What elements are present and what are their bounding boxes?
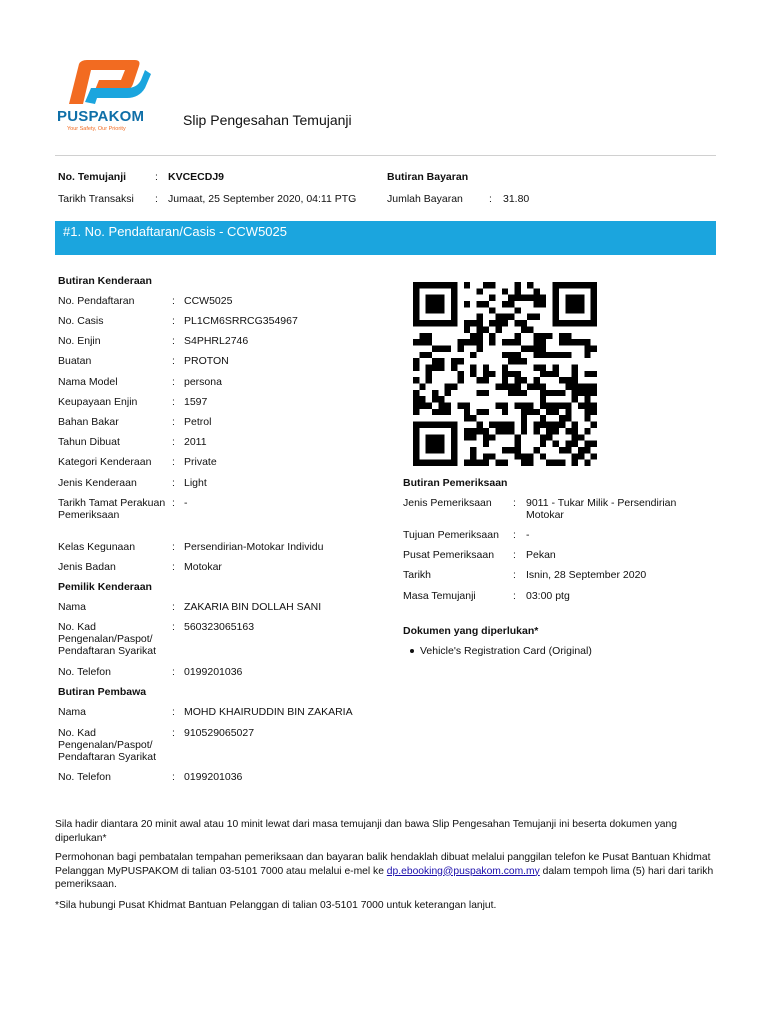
note-cancellation [55,851,715,892]
inspection-field-value: - [526,529,530,541]
qr-code-icon [408,282,602,466]
inspection-field-label: Tujuan Pemeriksaan [403,529,499,541]
inspection-field-value: Pekan [526,549,556,561]
vehicle-field-value: Persendirian-Motokar Individu [184,541,324,553]
vehicle-field-label: Buatan [58,355,92,367]
vehicle-field-value: Private [184,456,217,468]
vehicle-field-value: Petrol [184,416,212,428]
bearer-field-colon: : [172,706,175,718]
vehicle-field-label: Keupayaan Enjin [58,396,138,408]
transaction-value: Jumaat, 25 September 2020, 04:11 PTG [168,193,357,205]
vehicle-field-label: Kategori Kenderaan [58,456,152,468]
appointment-label: No. Temujanji [58,171,127,183]
owner-field-colon: : [172,621,175,633]
vehicle-banner-text: #1. No. Pendaftaran/Casis - CCW5025 [63,224,287,239]
header-divider [55,155,716,156]
vehicle-field-label: Bahan Bakar [58,416,119,428]
documents-heading: Dokumen yang diperlukan* [403,625,539,637]
owner-field-label: No. Telefon [58,666,111,678]
inspection-field-colon: : [513,529,516,541]
vehicle-field-label: Kelas Kegunaan [58,541,136,553]
vehicle-field-colon: : [172,376,175,388]
vehicle-field-label: No. Enjin [58,335,101,347]
inspection-field-label: Tarikh [403,569,432,581]
owner-field-value: 560323065163 [184,621,255,633]
transaction-colon: : [155,193,158,205]
vehicle-field-colon: : [172,355,175,367]
note-contact: *Sila hubungi Pusat Khidmat Bantuan Pelanggan di talian 03-5101 7000 untuk keterangan lanjut. [55,900,497,911]
vehicle-field-label: No. Casis [58,315,104,327]
note-cancellation-text: Permohonan bagi pembatalan tempahan pemeriksaan dan bayaran balik hendaklah dibuat melalui panggilan telefon ke Pusat Bantuan Khidmat Pelanggan MyPUSPAKOM di talian 03-5101 7000 atau melalui e-mel ke [55,852,711,877]
document-item-text: Vehicle's Registration Card (Original) [420,645,592,657]
owner-field-label: Nama [58,601,87,613]
document-item [410,645,592,657]
vehicle-field-value: 2011 [184,436,207,448]
vehicle-field-colon: : [172,541,175,553]
bearer-field-label: No. Telefon [58,771,111,783]
vehicle-field-colon: : [172,497,175,509]
inspection-field-label: Pusat Pemeriksaan [403,549,495,561]
brand-name: PUSPAKOM [57,108,145,125]
vehicle-field-colon: : [172,315,175,327]
vehicle-field-colon: : [172,396,175,408]
bullet-icon [410,649,414,653]
vehicle-banner [55,221,716,255]
owner-field-colon: : [172,601,175,613]
appointment-colon: : [155,171,158,183]
vehicle-field-colon: : [172,295,175,307]
vehicle-field-value: CCW5025 [184,295,233,307]
vehicle-field-colon: : [172,436,175,448]
vehicle-field-label: Tarikh Tamat Perakuan Pemeriksaan [58,497,166,521]
vehicle-field-label: Jenis Kenderaan [58,477,137,489]
inspection-field-colon: : [513,497,516,509]
vehicle-field-value: - [184,497,188,509]
bearer-field-colon: : [172,727,175,739]
vehicle-field-value: Light [184,477,207,489]
owner-field-value: ZAKARIA BIN DOLLAH SANI [184,601,322,613]
note-attendance: Sila hadir diantara 20 minit awal atau 10 minit lewat dari masa temujanji dan bawa Slip Pengesahan Temujanji ini beserta dokumen yang diperlukan* [55,819,677,844]
owner-field-colon: : [172,666,175,678]
owner-field-value: 0199201036 [184,666,243,678]
inspection-field-value: 03:00 ptg [526,590,570,602]
payment-colon: : [489,193,492,205]
payment-label: Jumlah Bayaran [387,193,463,205]
brand-tagline: Your Safety, Our Priority [67,126,126,132]
vehicle-field-label: No. Pendaftaran [58,295,135,307]
owner-field-label: No. Kad Pengenalan/Paspot/ Pendaftaran Syarikat [58,621,157,657]
qr-modules [413,282,597,466]
puspakom-logo [55,58,155,138]
inspection-field-label: Jenis Pemeriksaan [403,497,492,509]
inspection-field-label: Masa Temujanji [403,590,476,602]
bearer-field-label: Nama [58,706,87,718]
bearer-field-value: 0199201036 [184,771,243,783]
vehicle-field-value: persona [184,376,222,388]
vehicle-field-colon: : [172,456,175,468]
puspakom-logo-icon [55,58,155,106]
inspection-field-value: Isnin, 28 September 2020 [526,569,647,581]
appointment-value: KVCECDJ9 [168,171,225,183]
vehicle-field-value: PL1CM6SRRCG354967 [184,315,298,327]
note-cancellation-tail: dalam tempoh lima (5) hari dari tarikh pemeriksaan. [55,865,714,890]
bearer-field-label: No. Kad Pengenalan/Paspot/ Pendaftaran Syarikat [58,727,157,763]
vehicle-field-colon: : [172,477,175,489]
inspection-field-colon: : [513,569,516,581]
bearer-heading: Butiran Pembawa [58,686,147,698]
inspection-field-value: 9011 - Tukar Milik - Persendirian Motokar [526,497,677,521]
vehicle-field-value: 1597 [184,396,208,408]
vehicle-field-label: Jenis Badan [58,561,116,573]
email-link[interactable]: dp.ebooking@puspakom.com.my [386,865,540,877]
vehicle-field-colon: : [172,416,175,428]
inspection-field-colon: : [513,590,516,602]
bearer-field-value: 910529065027 [184,727,255,739]
vehicle-field-value: PROTON [184,355,229,367]
bearer-field-colon: : [172,771,175,783]
document-title: Slip Pengesahan Temujanji [183,112,352,128]
vehicle-field-value: S4PHRL2746 [184,335,249,347]
transaction-label: Tarikh Transaksi [58,193,134,205]
bearer-field-value: MOHD KHAIRUDDIN BIN ZAKARIA [184,706,353,718]
vehicle-heading: Butiran Kenderaan [58,275,152,287]
inspection-heading: Butiran Pemeriksaan [403,477,508,489]
vehicle-field-label: Tahun Dibuat [58,436,120,448]
payment-heading: Butiran Bayaran [387,171,469,183]
owner-heading: Pemilik Kenderaan [58,581,152,593]
vehicle-field-colon: : [172,335,175,347]
vehicle-field-value: Motokar [184,561,222,573]
vehicle-field-colon: : [172,561,175,573]
payment-value: 31.80 [503,193,530,205]
inspection-field-colon: : [513,549,516,561]
vehicle-field-label: Nama Model [58,376,118,388]
